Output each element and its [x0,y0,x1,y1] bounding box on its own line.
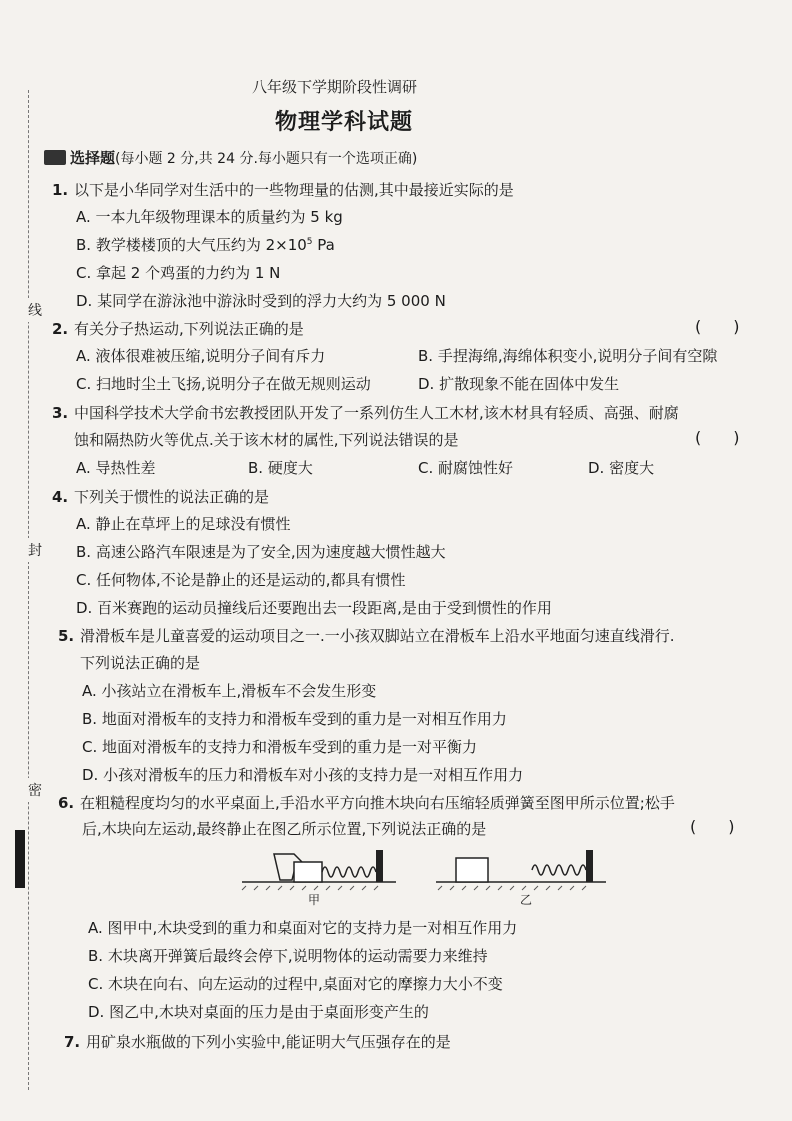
section-note: (每小题 2 分,共 24 分.每小题只有一个选项正确) [115,151,418,167]
figure-label-yi: 乙 [520,893,533,907]
q3-option-d: D. 密度大 [588,459,655,477]
spring-diagram [236,842,616,912]
section-icon [44,150,66,165]
question-6-stem: 6. 在粗糙程度均匀的水平桌面上,手沿水平方向推木块向右压缩轻质弹簧至图甲所示位置;松手 [58,794,675,812]
question-5-stem: 5. 滑滑板车是儿童喜爱的运动项目之一.一小孩双脚站立在滑板车上沿水平地面匀速直线滑行. [58,627,675,645]
q6-option-b: B. 木块离开弹簧后最终会停下,说明物体的运动需要力来维持 [88,947,488,965]
section-name: 选择题 [70,149,116,167]
margin-label-secret: 密 [28,778,42,802]
question-6-stem-cont: 后,木块向左运动,最终静止在图乙所示位置,下列说法正确的是 [82,820,487,838]
q6-option-c: C. 木块在向右、向左运动的过程中,桌面对它的摩擦力大小不变 [88,975,503,993]
q5-option-d: D. 小孩对滑板车的压力和滑板车对小孩的支持力是一对相互作用力 [82,766,524,784]
section-header [44,147,417,168]
q6-answer-paren: ( ) [690,817,735,836]
question-7-stem: 7. 用矿泉水瓶做的下列小实验中,能证明大气压强存在的是 [64,1033,451,1051]
figure-label-jia: 甲 [308,893,321,907]
q5-option-b: B. 地面对滑板车的支持力和滑板车受到的重力是一对相互作用力 [82,710,507,728]
question-4-stem: 4. 下列关于惯性的说法正确的是 [52,488,270,506]
margin-label-line: 线 [28,298,42,322]
q4-option-a: A. 静止在草坪上的足球没有惯性 [76,515,291,533]
q6-option-d: D. 图乙中,木块对桌面的压力是由于桌面形变产生的 [88,1003,429,1021]
q1-option-a: A. 一本九年级物理课本的质量约为 5 kg [76,208,343,226]
q3-option-b: B. 硬度大 [248,459,313,477]
q3-option-c: C. 耐腐蚀性好 [418,459,514,477]
question-3-stem: 3. 中国科学技术大学俞书宏教授团队开发了一系列仿生人工木材,该木材具有轻质、高强、耐腐 [52,404,679,422]
question-5-stem-cont: 下列说法正确的是 [80,654,201,672]
q1-option-b: B. 教学楼楼顶的大气压约为 $2\times 10^5$ Pa [76,236,335,254]
q5-option-a: A. 小孩站立在滑板车上,滑板车不会发生形变 [82,682,377,700]
q2-option-c: C. 扫地时尘土飞扬,说明分子在做无规则运动 [76,375,371,393]
question-2-stem: 2. 有关分子热运动,下列说法正确的是 [52,320,304,338]
q2-option-b: B. 手捏海绵,海绵体积变小,说明分子间有空隙 [418,347,718,365]
q5-option-c: C. 地面对滑板车的支持力和滑板车受到的重力是一对平衡力 [82,738,478,756]
q4-option-c: C. 任何物体,不论是静止的还是运动的,都具有惯性 [76,571,406,589]
binding-dashed-line [28,90,29,1090]
q6-option-a: A. 图甲中,木块受到的重力和桌面对它的支持力是一对相互作用力 [88,919,518,937]
q4-option-b: B. 高速公路汽车限速是为了安全,因为速度越大惯性越大 [76,543,446,561]
question-1-stem: 1. 以下是小华同学对生活中的一些物理量的估测,其中最接近实际的是 [52,181,514,199]
q2-option-d: D. 扩散现象不能在固体中发生 [418,375,620,393]
figure-jia [242,850,396,907]
binding-mark [15,830,25,888]
margin-label-seal: 封 [28,538,42,562]
q1-option-d: D. 某同学在游泳池中游泳时受到的浮力大约为 5 000 N [76,292,446,310]
q1-option-c: C. 拿起 2 个鸡蛋的力约为 1 N [76,264,281,282]
exam-subtitle: 八年级下学期阶段性调研 [252,78,418,96]
question-3-stem-cont: 蚀和隔热防火等优点.关于该木材的属性,下列说法错误的是 [74,431,459,449]
q3-option-a: A. 导热性差 [76,459,156,477]
q4-option-d: D. 百米赛跑的运动员撞线后还要跑出去一段距离,是由于受到惯性的作用 [76,599,552,617]
q2-answer-paren: ( ) [695,317,740,336]
figure-yi [436,850,606,907]
spring-block-figure [236,842,616,912]
q2-option-a: A. 液体很难被压缩,说明分子间有斥力 [76,347,326,365]
exam-title: 物理学科试题 [275,110,414,135]
q3-answer-paren: ( ) [695,428,740,447]
